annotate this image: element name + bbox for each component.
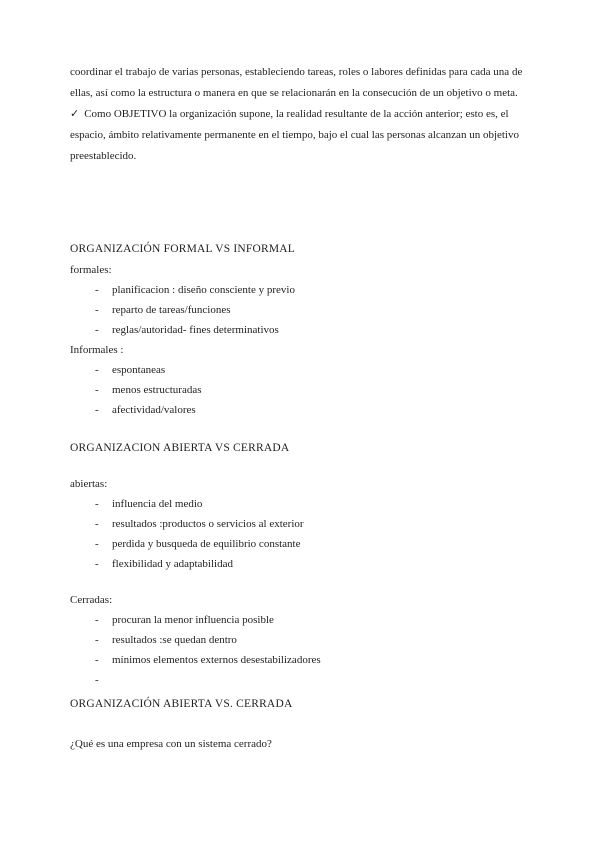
list-item: [70, 630, 532, 650]
bullet-dash: -: [95, 558, 99, 570]
bullet-dash: -: [95, 384, 99, 396]
paragraph-objective: [70, 104, 532, 167]
list-item-text: espontaneas: [112, 364, 166, 376]
list-item-text: afectividad/valores: [112, 404, 196, 416]
label-informales: Informales :: [70, 344, 124, 356]
list-item-text: menos estructuradas: [112, 384, 202, 396]
list-item: [70, 494, 532, 514]
list-item-text: reglas/autoridad- fines determinativos: [112, 324, 279, 336]
list-item-text: resultados :productos o servicios al exterior: [112, 518, 304, 530]
list-item-text: mínimos elementos externos desestabilizadores: [112, 654, 321, 666]
paragraph-objective-text: Como OBJETIVO la organización supone, la realidad resultante de la acción anterior; esto es, el espacio, ámbito relativamente permanente en el tiempo, bajo el cual las personas alcanzan un objetivo preestablecido.: [70, 108, 519, 162]
list-item-text: flexibilidad y adaptabilidad: [112, 558, 233, 570]
checkmark-icon: ✓: [70, 108, 80, 120]
cerradas-list: [70, 610, 532, 690]
paragraph-intro: coordinar el trabajo de varias personas, estableciendo tareas, roles o labores definidas para cada una de ellas, así como la estructura o manera en que se relacionarán en la consecución de un objetivo o meta.: [70, 66, 523, 99]
list-item-text: influencia del medio: [112, 498, 203, 510]
label-cerradas: Cerradas:: [70, 594, 113, 606]
heading-abierta-vs-cerrada-2: ORGANIZACIÓN ABIERTA VS. CERRADA: [70, 698, 293, 710]
bullet-dash: -: [95, 634, 99, 646]
heading-formal-vs-informal: ORGANIZACIÓN FORMAL VS INFORMAL: [70, 243, 296, 255]
label-abiertas: abiertas:: [70, 478, 108, 490]
list-item-text: reparto de tareas/funciones: [112, 304, 231, 316]
bullet-dash: -: [95, 674, 99, 686]
list-item: [70, 280, 532, 300]
bullet-dash: -: [95, 498, 99, 510]
list-item-text: planificacion : diseño consciente y previo: [112, 284, 295, 296]
abiertas-list: [70, 494, 532, 574]
list-item: [70, 554, 532, 574]
list-item: [70, 610, 532, 630]
bullet-dash: -: [95, 284, 99, 296]
list-item: [70, 400, 532, 420]
list-item-text: perdida y busqueda de equilibrio constante: [112, 538, 301, 550]
bullet-dash: -: [95, 364, 99, 376]
list-item-text: resultados :se quedan dentro: [112, 634, 237, 646]
list-item-text: [112, 670, 532, 690]
list-item: [70, 320, 532, 340]
list-item: [70, 534, 532, 554]
list-item-text: procuran la menor influencia posible: [112, 614, 274, 626]
list-item: [70, 650, 532, 670]
bullet-dash: -: [95, 518, 99, 530]
question-text: ¿Qué es una empresa con un sistema cerrado?: [70, 738, 272, 750]
bullet-dash: -: [95, 654, 99, 666]
heading-abierta-vs-cerrada: ORGANIZACION ABIERTA VS CERRADA: [70, 442, 290, 454]
bullet-dash: -: [95, 404, 99, 416]
label-formales: formales:: [70, 264, 112, 276]
bullet-dash: -: [95, 324, 99, 336]
bullet-dash: -: [95, 538, 99, 550]
list-item: [70, 380, 532, 400]
informales-list: [70, 360, 532, 420]
bullet-dash: -: [95, 614, 99, 626]
list-item: [70, 514, 532, 534]
list-item: [70, 360, 532, 380]
formales-list: [70, 280, 532, 340]
list-item: [70, 300, 532, 320]
bullet-dash: -: [95, 304, 99, 316]
list-item: [70, 670, 532, 690]
